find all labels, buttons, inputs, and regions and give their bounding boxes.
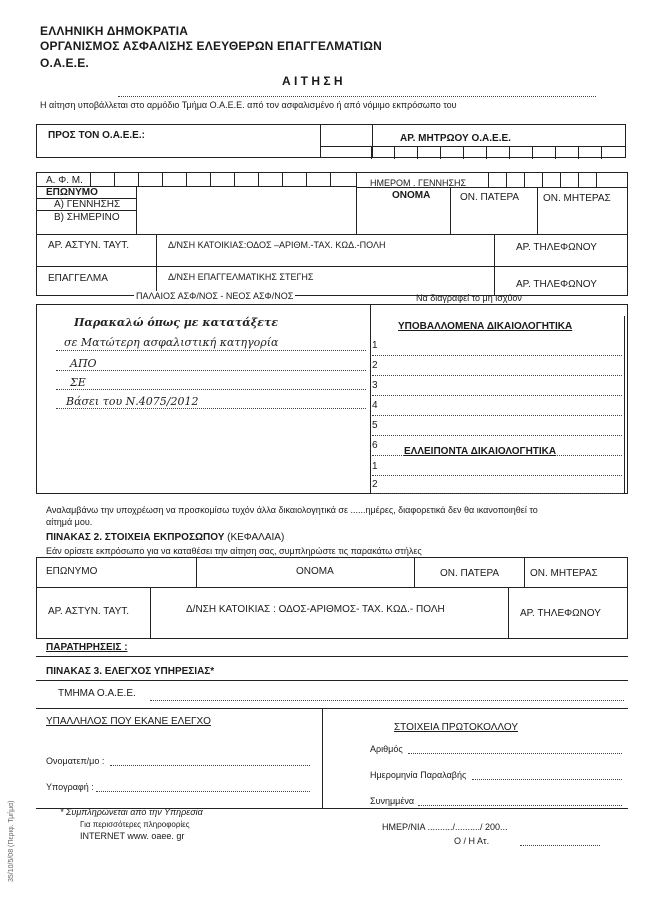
request-line-1[interactable]: Παρακαλώ όπως με κατατάξετε — [74, 316, 279, 329]
form-title: Α Ι Τ Η Σ Η — [282, 74, 343, 88]
protocol-title: ΣΤΟΙΧΕΙΑ ΠΡΩΤΟΚΟΛΛΟΥ — [394, 722, 518, 733]
surname-label: ΕΠΩΝΥΜΟ — [46, 187, 98, 198]
attached-label: Συνημμένα — [370, 796, 415, 806]
table3-title: ΠΙΝΑΚΑΣ 3. ΕΛΕΓΧΟΣ ΥΠΗΡΕΣΙΑΣ* — [46, 666, 215, 677]
side-code: 35/10/5/08 (Περιφ. Τμήμα) — [8, 800, 15, 882]
rep-name-label: ΟΝΟΜΑ — [296, 566, 334, 577]
missing-doc-1[interactable]: 1 — [372, 458, 622, 476]
father-label: ΟΝ. ΠΑΤΕΡΑ — [460, 192, 520, 203]
table2-note: Εάν ορίσετε εκπρόσωπο για να καταθέσει την αίτηση σας, συμπληρώστε τις παρακάτω στήλες — [46, 546, 422, 556]
submitted-doc-2[interactable]: 2 — [372, 356, 622, 376]
afm-cells[interactable] — [90, 172, 356, 186]
submitted-doc-1[interactable]: 1 — [372, 336, 622, 356]
missing-docs-title: ΕΛΛΕΙΠΟΝΤΑ ΔΙΚΑΙΟΛΟΓΗΤΙΚΑ — [404, 446, 557, 457]
surname-today: Β) ΣΗΜΕΡΙΝΟ — [54, 212, 120, 223]
request-line-3[interactable]: ΑΠΟ — [70, 357, 97, 370]
id-card-label: ΑΡ. ΑΣΤΥΝ. ΤΑΥΤ. — [48, 240, 130, 251]
submitted-doc-4[interactable]: 4 — [372, 396, 622, 416]
rep-address-label: Δ/ΝΣΗ ΚΑΤΟΙΚΙΑΣ : ΟΔΟΣ-ΑΡΙΘΜΟΣ- ΤΑΧ. ΚΩΔ.- ΠΟΛΗ — [186, 604, 445, 615]
work-address-label: Δ/ΝΣΗ ΕΠΑΓΓΕΛΜΑΤΙΚΗΣ ΣΤΕΓΗΣ — [168, 272, 314, 282]
department-label: ΤΜΗΜΑ Ο.Α.Ε.Ε. — [58, 688, 136, 699]
commitment-text-1: Αναλαμβάνω την υποχρέωση να προσκομίσω τυχόν άλλα δικαιολογητικά σε ......ημέρες, διαφορετικά δεν θα ικανοποιηθεί το — [46, 505, 538, 515]
full-name-label: Ονοματεπ/μο : — [46, 756, 105, 766]
table2-title — [46, 532, 284, 543]
commitment-text-2: αίτημά μου. — [46, 517, 93, 527]
employee-title: ΥΠΑΛΛΗΛΟΣ ΠΟΥ ΕΚΑΝΕ ΕΛΕΓΧΟ — [46, 716, 211, 727]
header-line-1: ΕΛΛΗΝΙΚΗ ΔΗΜΟΚΡΑΤΙΑ — [40, 24, 189, 38]
request-line-5[interactable]: Βάσει του Ν.4075/2012 — [66, 395, 199, 408]
table2-title-main: ΠΙΝΑΚΑΣ 2. ΣΤΟΙΧΕΙΑ ΕΚΠΡΟΣΩΠΟΥ — [46, 532, 225, 543]
by-field[interactable] — [520, 845, 600, 846]
submitted-doc-3[interactable]: 3 — [372, 376, 622, 396]
rep-mother-label: ΟΝ. ΜΗΤΕΡΑΣ — [530, 568, 598, 579]
phone2-label: ΑΡ. ΤΗΛΕΦΩΝΟΥ — [516, 279, 597, 290]
phone1-label: ΑΡ. ΤΗΛΕΦΩΝΟΥ — [516, 242, 597, 253]
by-line: Ο / Η Ατ. — [454, 836, 490, 846]
service-note: * Συμπληρώνεται από την Υπηρεσία — [60, 807, 203, 817]
department-field[interactable] — [150, 700, 624, 701]
submitted-doc-6[interactable]: 6 — [372, 436, 622, 456]
birthdate-label: ΗΜΕΡΟΜ . ΓΕΝΝΗΣΗΣ — [370, 178, 467, 188]
receipt-date-field[interactable] — [472, 779, 622, 780]
internet-text[interactable]: INTERNET www. oaee. gr — [80, 831, 185, 841]
surname-at-birth: Α) ΓΕΝΝΗΣΗΣ — [54, 199, 121, 210]
rep-phone-label: ΑΡ. ΤΗΛΕΦΩΝΟΥ — [520, 608, 601, 619]
attached-field[interactable] — [418, 805, 622, 806]
request-line-2[interactable]: σε Ματώτερη ασφαλιστική κατηγορία — [64, 336, 279, 349]
table2-title-suffix: (ΚΕΦΑΛΑΙΑ) — [227, 532, 285, 543]
mother-label: ΟΝ. ΜΗΤΕΡΑΣ — [543, 193, 611, 204]
remarks-label: ΠΑΡΑΤΗΡΗΣΕΙΣ : — [46, 642, 128, 653]
submitted-docs-list[interactable] — [372, 336, 622, 456]
registry-number-cells[interactable] — [320, 146, 626, 159]
birthdate-cells[interactable] — [488, 172, 628, 187]
header-line-3: Ο.Α.Ε.Ε. — [40, 56, 89, 70]
registry-label: ΑΡ. ΜΗΤΡΩΟΥ Ο.Α.Ε.Ε. — [400, 133, 511, 144]
protocol-number-field[interactable] — [408, 753, 622, 754]
afm-label: Α. Φ. Μ. — [46, 175, 83, 186]
strike-note: Να διαγραφεί το μη ισχύον — [416, 293, 522, 303]
rep-father-label: ΟΝ. ΠΑΤΕΡΑ — [440, 568, 500, 579]
signature-field[interactable] — [96, 791, 310, 792]
signature-label: Υπογραφή : — [46, 782, 94, 792]
info-text: Για περισσότερες πληροφορίες — [80, 820, 190, 829]
to-label: ΠΡΟΣ ΤΟΝ Ο.Α.Ε.Ε.: — [48, 130, 145, 141]
rep-surname-label: ΕΠΩΝΥΜΟ — [46, 566, 98, 577]
form-subtitle: Η αίτηση υποβάλλεται στο αρμόδιο Τμήμα Ο.Α.Ε.Ε. από τον ασφαλισμένο ή από νόμιμο εκπρόσωπο του — [40, 100, 457, 110]
title-dotted-line — [118, 96, 596, 97]
request-line-4[interactable]: ΣΕ — [70, 376, 86, 389]
rep-id-card-label: ΑΡ. ΑΣΤΥΝ. ΤΑΥΤ. — [48, 606, 130, 617]
missing-doc-2[interactable]: 2 — [372, 476, 622, 494]
full-name-field[interactable] — [110, 765, 310, 766]
submitted-docs-title: ΥΠΟΒΑΛΛΟΜΕΝΑ ΔΙΚΑΙΟΛΟΓΗΤΙΚΑ — [398, 321, 573, 332]
submitted-doc-5[interactable]: 5 — [372, 416, 622, 436]
home-address-label: Δ/ΝΣΗ ΚΑΤΟΙΚΙΑΣ:ΟΔΟΣ –ΑΡΙΘΜ.-ΤΑΧ. ΚΩΔ.-ΠΟΛΗ — [168, 240, 386, 250]
date-line[interactable]: ΗΜΕΡ/ΝΙΑ ........../........../ 200... — [382, 822, 508, 832]
missing-docs-list[interactable] — [372, 458, 622, 494]
header-line-2: ΟΡΓΑΝΙΣΜΟΣ ΑΣΦΑΛΙΣΗΣ ΕΛΕΥΘΕΡΩΝ ΕΠΑΓΓΕΛΜΑΤΙΩΝ — [40, 39, 383, 53]
protocol-number-label: Αριθμός — [370, 744, 403, 754]
old-new-insured: ΠΑΛΑΙΟΣ ΑΣΦ/ΝΟΣ - ΝΕΟΣ ΑΣΦ/ΝΟΣ — [136, 291, 294, 301]
name-label: ΟΝΟΜΑ — [392, 190, 431, 201]
profession-label: ΕΠΑΓΓΕΛΜΑ — [48, 273, 108, 284]
receipt-date-label: Ημερομηνία Παραλαβής — [370, 770, 467, 780]
